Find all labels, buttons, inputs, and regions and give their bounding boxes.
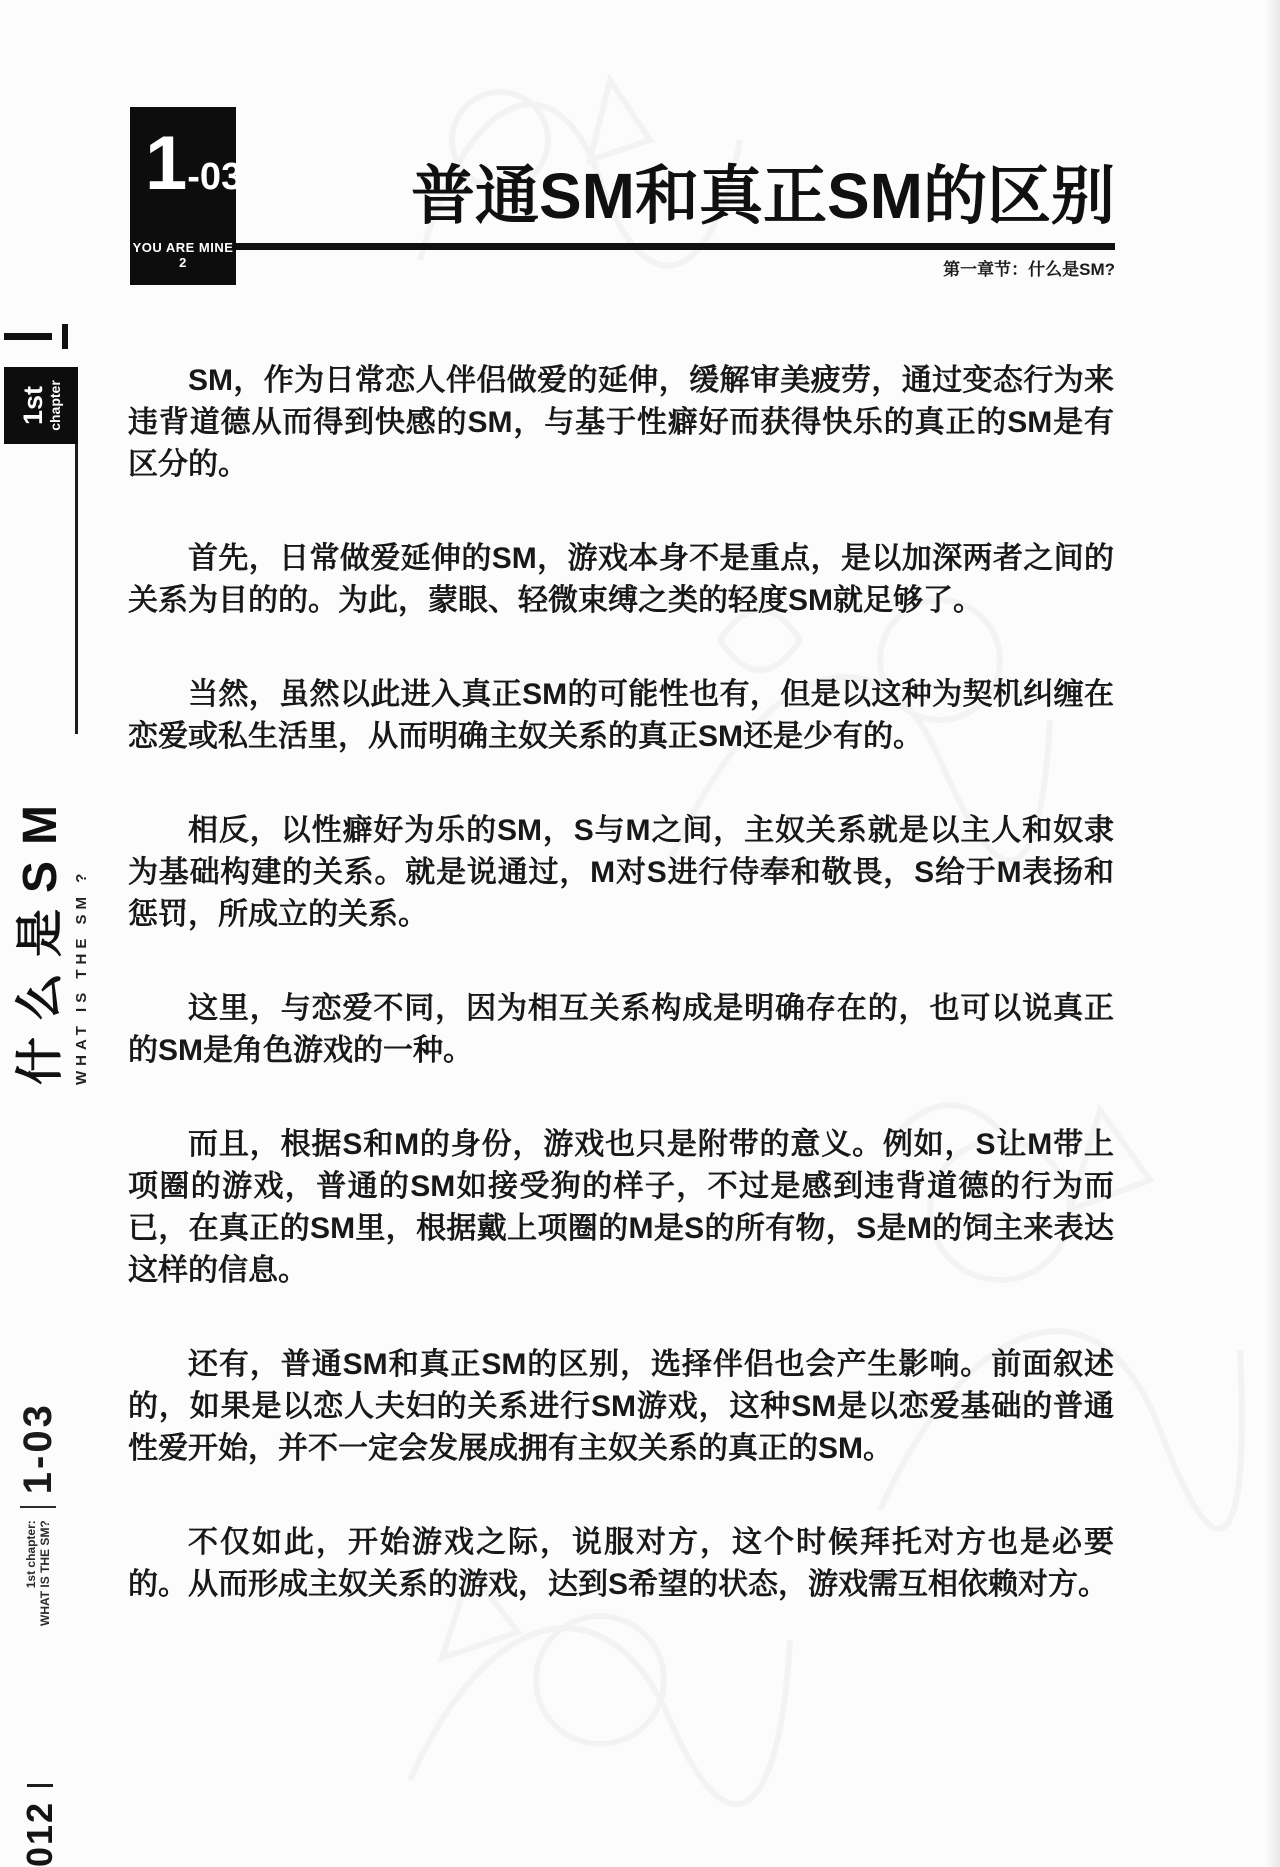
page-number-block [20,1748,60,1867]
sidebar-footer [10,1378,66,1626]
body-paragraph: 还有，普通SM和真正SM的区别，选择伴侣也会产生影响。前面叙述的，如果是以恋人夫妇的关系进行SM游戏，这种SM是以恋爱基础的普通性爱开始，并不一定会发展成拥有主奴关系的真正的SM。 [128,1348,1114,1465]
chapter-number-small: -03 [187,156,243,198]
footer-chapter-line2: WHAT IS THE SM? [38,1520,52,1626]
page-number-divider [27,1784,53,1787]
body-paragraph: 相反，以性癖好为乐的SM，S与M之间，主奴关系就是以主人和奴隶为基础构建的关系。就是说通过，M对S进行侍奉和敬畏，S给于M表扬和惩罚，所成立的关系。 [128,814,1114,931]
page-title: 普通SM和真正SM的区别 [411,160,1115,232]
section-title-en: WHAT IS THE SM ? [72,868,90,1085]
footer-section-number: 1-03 [15,1402,60,1495]
sidebar-section-title [8,735,96,1085]
body-paragraph: 这里，与恋爱不同，因为相互关系构成是明确存在的，也可以说真正的SM是角色游戏的一种。 [128,992,1114,1067]
title-rule [236,243,1115,250]
body-paragraph: SM，作为日常恋人伴侣做爱的延伸，缓解审美疲劳，通过变态行为来违背道德从而得到快感的SM，与基于性癖好而获得快乐的真正的SM是有区分的。 [128,364,1114,481]
chapter-number [145,121,243,206]
section-title-cn: 什么是SM [13,788,67,1085]
body-paragraph: 不仅如此，开始游戏之际，说服对方，这个时候拜托对方也是必要的。从而形成主奴关系的游戏，达到S希望的状态，游戏需互相依赖对方。 [128,1526,1114,1601]
sidebar-tick-vertical [62,324,68,349]
series-caption: YOU ARE MINE 2 [132,240,234,270]
scan-edge-shadow [1266,0,1280,1867]
chapter-number-box [130,107,243,285]
body-text [128,360,1114,1658]
body-paragraph: 而且，根据S和M的身份，游戏也只是附带的意义。例如，S让M带上项圈的游戏，普通的SM如接受狗的样子，不过是感到违背道德的行为而已，在真正的SM里，根据戴上项圈的M是S的所有物，S是M的饲主来表达这样的信息。 [128,1128,1114,1287]
page-subtitle: 第一章节：什么是SM? [943,260,1115,279]
body-paragraph: 当然，虽然以此进入真正SM的可能性也有，但是以这种为契机纠缠在恋爱或私生活里，从而明确主奴关系的真正SM还是少有的。 [128,678,1114,753]
chapter-tab-line1: 1st [17,385,48,426]
footer-chapter-line1: 1st chapter: [24,1520,38,1589]
footer-chapter-label [24,1520,52,1626]
footer-divider [20,1506,56,1508]
page-number: 012 [19,1800,60,1867]
body-paragraph: 首先，日常做爱延伸的SM，游戏本身不是重点，是以加深两者之间的关系为目的的。为此，蒙眼、轻微束缚之类的轻度SM就足够了。 [128,542,1114,617]
sidebar-tick-horizontal [4,333,52,340]
chapter-tab-line2: chapter [46,380,63,431]
chapter-number-big: 1 [145,121,188,206]
sidebar-vertical-rule [75,444,78,734]
sidebar-chapter-tab [4,367,78,444]
